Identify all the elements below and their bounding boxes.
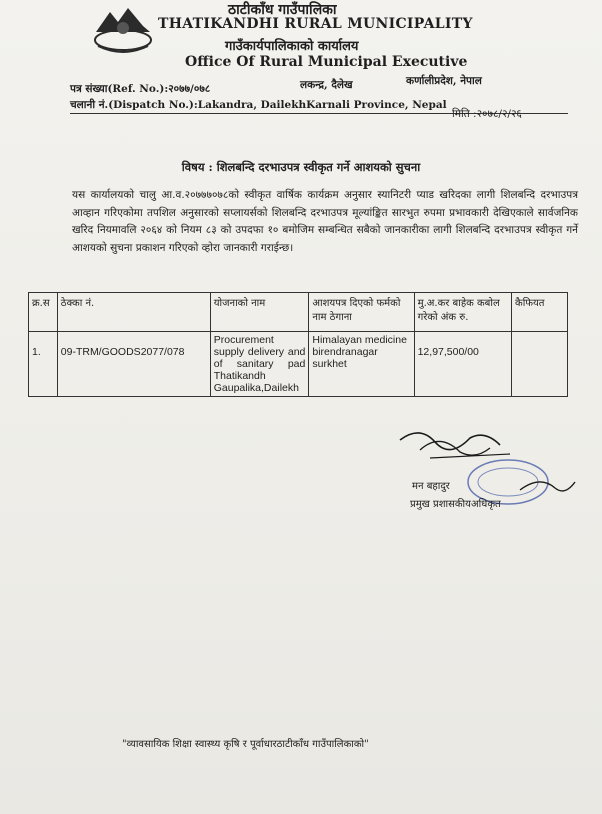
col-header-remarks: कैफियत xyxy=(512,293,568,332)
office-name-nepali: गाउँकार्यपालिकाको कार्यालय xyxy=(225,39,359,54)
cell-project-name: Procurement supply delivery and of sanitary pad Thatikandh Gaupalika,Dailekh xyxy=(210,332,309,397)
dispatch-number: चलानी नं.(Dispatch No.):Lakandra, DailekhKarnali Province, Nepal xyxy=(70,99,447,111)
col-header-sn: क्र.स xyxy=(29,293,58,332)
cell-firm: Himalayan medicine birendranagar surkhet xyxy=(309,332,414,397)
cell-amount: 12,97,500/00 xyxy=(414,332,511,397)
table-header-row xyxy=(29,293,568,332)
municipality-name-nepali: ठाटीकाँध गाउँपालिका xyxy=(228,2,337,18)
reference-number: पत्र संख्या(Ref. No.):२०७७/०७८ xyxy=(70,83,211,95)
footer-slogan: "व्यावसायिक शिक्षा स्वास्थ्य कृषि र पूर्वाधारठाटीकाँध गाउँपालिकाको" xyxy=(122,739,369,750)
office-place: लकन्द्र, दैलेख xyxy=(300,79,353,91)
letter-date: मिति :२०७८/२/२६ xyxy=(452,108,522,120)
notice-body: यस कार्यालयको चालु आ.व.२०७७७०७८को स्वीकृत वार्षिक कार्यक्रम अनुसार स्यानिटरी प्याड खरिदका लागी शिलबन्दि दरभाउपत्र आव्हान गरिएकोमा तपशिल अनुसारको सप्लायर्सको शिलबन्दि दरभाउपत्र मूल्यांङ्कित सारभुत रुपमा प्रभावकारी देखिएकाले सार्वजनिक खरिद नियमावलि २०६४ को नियम ८३ को उपदफा १० बमोजिम सम्बन्धित सबैको जानकारीका लागी शिलबन्दि दरभाउपत्र स्वीकृत गर्ने आशयको सुचना प्रकाशन गरिएको व्होरा जानकारी गराईन्छ। xyxy=(72,189,578,254)
col-header-firm: आशयपत्र दिएको फर्मको नाम ठेगाना xyxy=(309,293,414,332)
nepal-emblem-logo xyxy=(88,2,158,54)
col-header-contract-no: ठेक्का नं. xyxy=(57,293,210,332)
cell-contract-no: 09-TRM/GOODS2077/078 xyxy=(57,332,210,397)
subject-line: विषय : शिलबन्दि दरभाउपत्र स्वीकृत गर्ने आशयको सुचना xyxy=(181,160,421,174)
cell-remarks xyxy=(512,332,568,397)
municipality-name-english: THATIKANDHI RURAL MUNICIPALITY xyxy=(158,16,473,32)
table-row xyxy=(29,332,568,397)
province-line: कर्णालीप्रदेश, नेपाल xyxy=(406,75,482,87)
tender-table xyxy=(28,292,568,397)
office-name-english: Office Of Rural Municipal Executive xyxy=(185,54,468,70)
col-header-project-name: योजनाको नाम xyxy=(210,293,309,332)
signatory-title: प्रमुख प्रशासकीयअधिकृत xyxy=(410,499,501,510)
col-header-amount: मु.अ.कर बाहेक कबोल गरेको अंक रु. xyxy=(414,293,511,332)
cell-sn: 1. xyxy=(29,332,58,397)
signatory-name: मन बहादुर xyxy=(412,481,450,492)
